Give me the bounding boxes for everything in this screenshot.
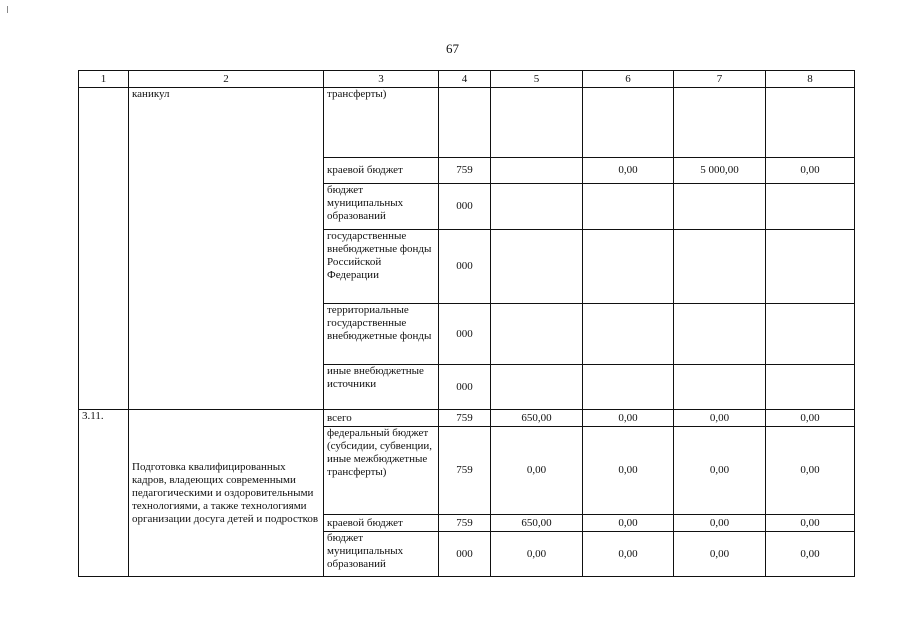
code-cell: 000 [439, 230, 491, 304]
value-cell [674, 88, 766, 158]
code-cell: 759 [439, 515, 491, 532]
header-cell: 6 [583, 71, 674, 88]
value-cell: 0,00 [766, 515, 855, 532]
value-cell: 0,00 [674, 427, 766, 515]
value-cell [766, 365, 855, 410]
header-cell: 2 [129, 71, 324, 88]
value-cell: 0,00 [583, 158, 674, 184]
value-cell: 5 000,00 [674, 158, 766, 184]
value-cell [491, 158, 583, 184]
item-number-cell [79, 88, 129, 410]
budget-table [78, 70, 855, 577]
source-cell: государственные внебюджетные фонды Российской Федерации [324, 230, 439, 304]
source-cell: федеральный бюджет (субсидии, субвенции, иные межбюджетные трансферты) [324, 427, 439, 515]
value-cell [491, 230, 583, 304]
value-cell [491, 184, 583, 230]
value-cell: 0,00 [674, 532, 766, 577]
header-cell: 4 [439, 71, 491, 88]
source-cell: иные внебюджетные источники [324, 365, 439, 410]
code-cell: 759 [439, 410, 491, 427]
source-cell: территориальные государственные внебюджетные фонды [324, 304, 439, 365]
value-cell [674, 304, 766, 365]
item-number-cell: 3.11. [79, 410, 129, 577]
value-cell [766, 304, 855, 365]
value-cell [491, 88, 583, 158]
header-row [79, 71, 855, 88]
source-cell: краевой бюджет [324, 515, 439, 532]
value-cell [583, 365, 674, 410]
value-cell [583, 184, 674, 230]
page-number: 67 [446, 41, 459, 56]
header-cell: 5 [491, 71, 583, 88]
table-row [79, 88, 855, 158]
value-cell [674, 184, 766, 230]
header-cell: 1 [79, 71, 129, 88]
value-cell: 0,00 [491, 532, 583, 577]
value-cell [766, 184, 855, 230]
value-cell: 650,00 [491, 410, 583, 427]
scan-mark [7, 6, 8, 13]
source-cell: бюджет муниципальных образований [324, 184, 439, 230]
value-cell: 0,00 [674, 410, 766, 427]
code-cell [439, 88, 491, 158]
value-cell: 0,00 [766, 410, 855, 427]
source-cell: бюджет муниципальных образований [324, 532, 439, 577]
value-cell: 0,00 [491, 427, 583, 515]
item-name-cell: Подготовка квалифицированных кадров, владеющих современными педагогическими и оздоровительными технологиями, а также технологиями организации досуга детей и подростков [129, 410, 324, 577]
code-cell: 759 [439, 427, 491, 515]
value-cell: 0,00 [766, 427, 855, 515]
value-cell [583, 304, 674, 365]
header-cell: 3 [324, 71, 439, 88]
table-row [79, 410, 855, 427]
value-cell [583, 230, 674, 304]
value-cell [766, 88, 855, 158]
item-name-cell: каникул [129, 88, 324, 410]
value-cell: 0,00 [766, 158, 855, 184]
code-cell: 000 [439, 304, 491, 365]
code-cell: 759 [439, 158, 491, 184]
value-cell [766, 230, 855, 304]
value-cell: 650,00 [491, 515, 583, 532]
value-cell [491, 365, 583, 410]
value-cell [583, 88, 674, 158]
code-cell: 000 [439, 532, 491, 577]
value-cell [674, 230, 766, 304]
value-cell: 0,00 [583, 410, 674, 427]
source-cell: трансферты) [324, 88, 439, 158]
value-cell: 0,00 [583, 532, 674, 577]
value-cell [674, 365, 766, 410]
header-cell: 7 [674, 71, 766, 88]
source-cell: всего [324, 410, 439, 427]
value-cell: 0,00 [766, 532, 855, 577]
code-cell: 000 [439, 184, 491, 230]
code-cell: 000 [439, 365, 491, 410]
value-cell: 0,00 [583, 427, 674, 515]
header-cell: 8 [766, 71, 855, 88]
value-cell: 0,00 [583, 515, 674, 532]
value-cell [491, 304, 583, 365]
value-cell: 0,00 [674, 515, 766, 532]
source-cell: краевой бюджет [324, 158, 439, 184]
